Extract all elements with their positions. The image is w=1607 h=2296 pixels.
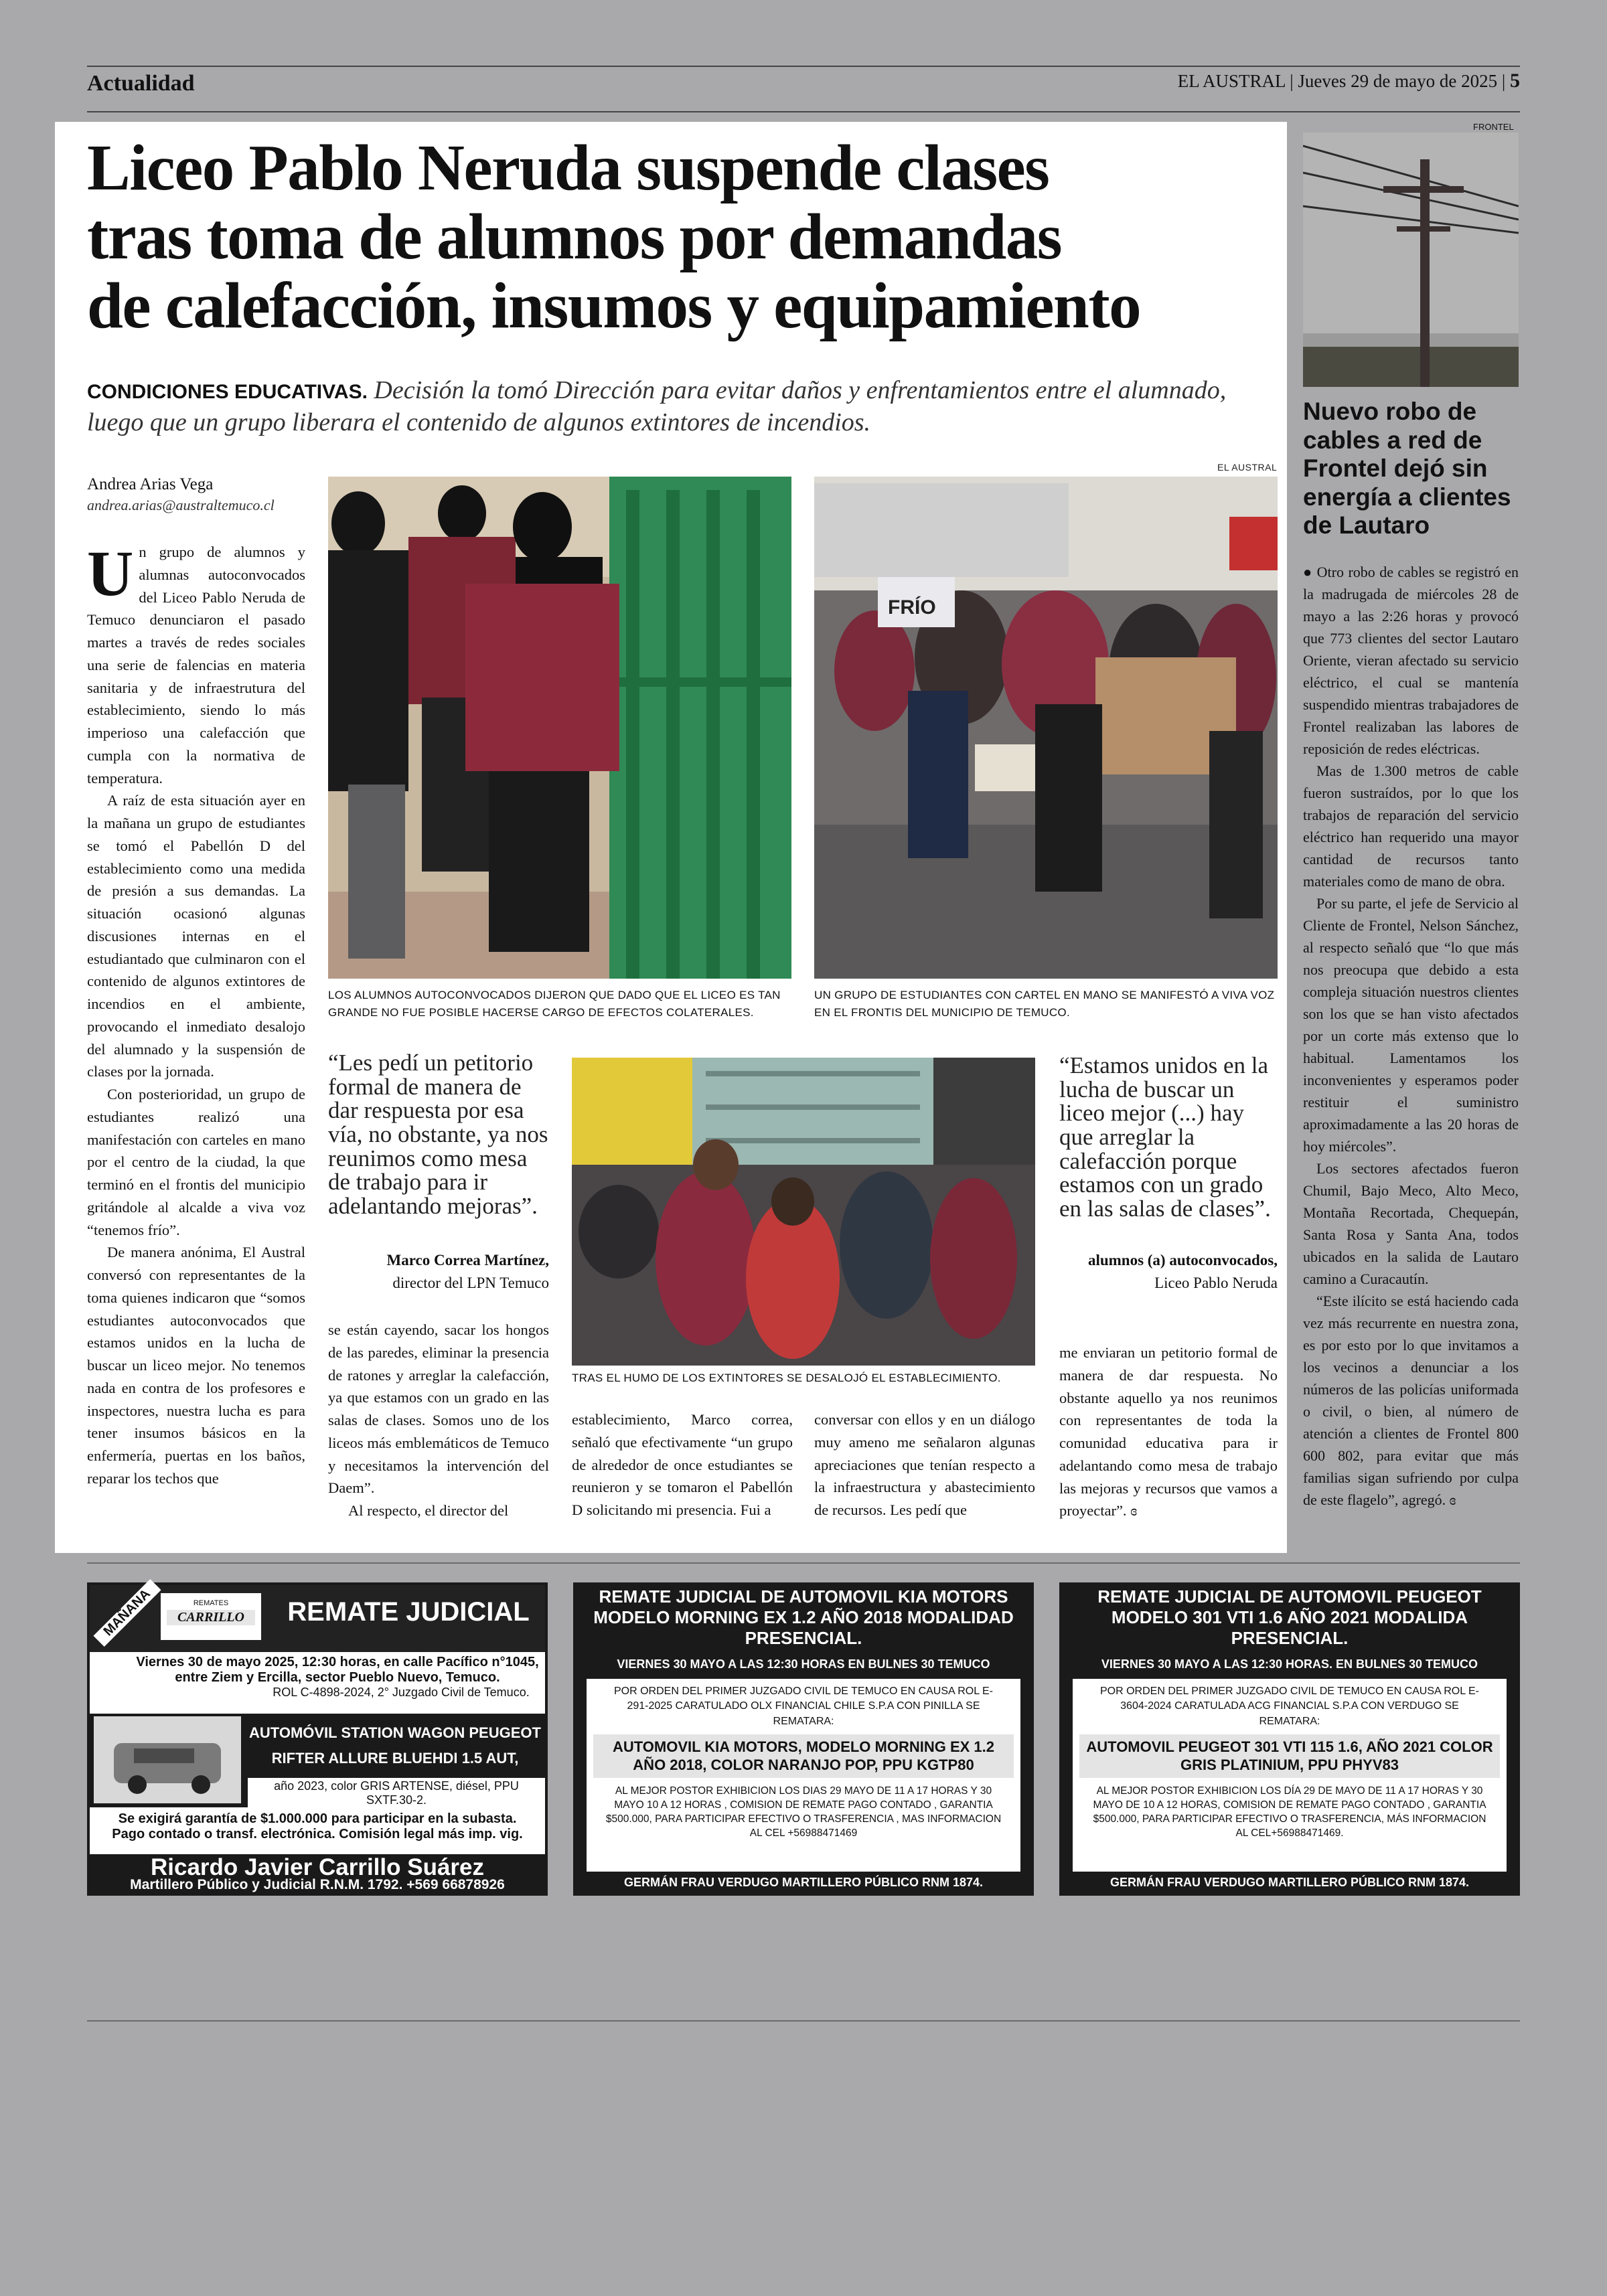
col4-paragraph-1: conversar con ellos y en un diálogo muy ameno me señalaron algunas apreciaciones que tenían respecto a la infraestructura y abastecimiento de recursos. Les pedí que [814,1411,1035,1518]
ad3-date: VIERNES 30 MAYO A LAS 12:30 HORAS. EN BULNES 30 TEMUCO [1101,1657,1478,1671]
ad1-logo [161,1593,261,1640]
header-bottom-rule [87,111,1520,112]
col5-paragraph-1: me enviaran un petitorio formal de manera de dar respuesta. No obstante aquello ya nos reunimos con representantes de toda la comunidad educativa para ir adelantando como mesa de trabajo las mejoras y recursos que vamos a proyectar”. [1059,1344,1278,1520]
ad2-title: REMATE JUDICIAL DE AUTOMOVIL KIA MOTORS MODELO MORNING EX 1.2 AÑO 2018 MODALIDAD PRESENCIAL. [593,1586,1014,1649]
pull-quote-director-name: Marco Correa Martínez, [386,1252,549,1268]
ad1-guarantee-1: Se exigirá garantía de $1.000.000 para participar en la subasta. [118,1811,517,1826]
photo-power-pole [1303,133,1519,387]
side-paragraph-3: Por su parte, el jefe de Servicio al Cliente de Frontel, Nelson Sánchez, al respecto señaló que “lo que más nos preocupa que debido a esta compleja situación nuestros clientes son los que se han visto afectados por un corte más extenso que lo habitual. Lamentamos los inconvenientes y esperamos poder restituir el suministro aproximadamente a las 20 horas de hoy miércoles”. [1303,895,1519,1155]
ad1-auctioneer-info: Martillero Público y Judicial R.N.M. 1792. +569 66878926 [130,1877,505,1892]
col2-paragraph-2: Al respecto, el director del [348,1502,509,1519]
page-number: 5 [1510,70,1520,92]
page-bottom-rule [87,2020,1520,2022]
ad1-date-block [90,1652,545,1714]
ad3-title: REMATE JUDICIAL DE AUTOMOVIL PEUGEOT MODELO 301 VTI 1.6 AÑO 2021 MODALIDA PRESENCIAL. [1097,1586,1482,1649]
article-column-5 [1059,1341,1278,1522]
ad1-line-1: Viernes 30 de mayo 2025, 12:30 horas, en calle Pacífico n°1045, [136,1655,539,1669]
col1-paragraph-1: n grupo de alumnos y alumnas autoconvocados del Liceo Pablo Neruda de Temuco denunciaron el pasado martes a través de redes sociales una serie de falencias en materia sanitaria y de infraestrutura del establecimiento, siendo lo más imperioso una calefacción que cumpla con la normativa de temperatura. [87,544,305,787]
ad3-auctioneer: GERMÁN FRAU VERDUGO MARTILLERO PÚBLICO RNM 1874. [1109,1876,1470,1889]
side-paragraph-1: ● Otro robo de cables se registró en la madrugada de miércoles 28 de mayo a las 2:26 horas y provocó que 773 clientes del sector Lautaro Oriente, vieran afectado su servicio eléctrico, el cual se mantenía suspendido mientras trabajadores de Frontel realizaban las labores de reposición de redes eléctricas. [1303,564,1519,757]
ad1-guarantee-block [90,1807,545,1854]
ad1-vehicle-2: RIFTER ALLURE BLUEHDI 1.5 AUT, [271,1750,519,1767]
ad3-details: AL MEJOR POSTOR EXHIBICION LOS DÍA 29 DE MAYO DE 11 A 17 HORAS Y 30 MAYO DE 10 A 12 HORAS, COMISION DE REMATE PAGO CONTADO , GARANTIA $500.000, PARA PARTICIPAR EFECTIVO O TRASFERENCIA, MÁS INFORMACION AL CEL+56988471469. [1093,1785,1486,1839]
side-paragraph-2: Mas de 1.300 metros de cable fueron sustraídos, por lo que los trabajos de reparación del servicio eléctrico han requerido una mayor cantidad de recursos tanto materiales como de mano de obra. [1303,762,1519,890]
article-column-3 [572,1408,793,1522]
header-separator: | [1290,71,1294,91]
article-headline [87,134,1279,340]
ad1-guarantee-2: Pago contado o transf. electrónica. Comisión legal más imp. vig. [112,1827,523,1841]
ad2-details: AL MEJOR POSTOR EXHIBICION LOS DIAS 29 MAYO DE 11 A 17 HORAS Y 30 MAYO 10 A 12 HORAS , COMISION DE REMATE PAGO CONTADO , GARANTIA $500.000, PARA PARTICIPAR EFECTIVO O TRASFERENCIA , MAS INFORMACION AL CEL +56988471469 [605,1785,1002,1839]
ad1-vehicle-3: año 2023, color GRIS ARTENSE, diésel, PPU SXTF.30-2. [248,1778,545,1809]
side-paragraph-5: “Este ilícito se está haciendo cada vez más recurrente en nuestra zona, es por esto por lo que invitamos a los vecinos a denunciar a los números de las policías uniformada o civil, o bien, al número de atención a clientes de Frontel 800 600 802, para evitar que más familias sigan sufriendo por culpa de este flagelo”, agregó. [1303,1293,1519,1508]
side-photo-credit: FRONTEL [1473,122,1514,132]
ad2-order: POR ORDEN DEL PRIMER JUZGADO CIVIL DE TEMUCO EN CAUSA ROL E- 291-2025 CARATULADO OLX FINANCIAL CHILE S.P.A CON PINILLA SE REMATARA: [613,1686,993,1727]
dropcap: U [87,538,134,609]
side-end-mark: ɞ [1449,1491,1456,1508]
article-column-4 [814,1408,1035,1522]
header-separator-2: | [1501,71,1506,91]
ad1-auctioneer: Ricardo Javier Carrillo Suárez [151,1854,484,1880]
ad2-body [587,1679,1020,1872]
ad1-title: REMATE JUDICIAL [287,1597,530,1627]
pull-quote-students-name: alumnos (a) autoconvocados, [1087,1252,1278,1268]
photo-credit: EL AUSTRAL [1217,462,1278,473]
col1-paragraph-4: De manera anónima, El Austral conversó con representantes de la toma quienes indicaron que “somos estudiantes autoconvocados que estamos unidos en la lucha de buscar un liceo mejor. No tenemos nada en contra de los profesores e inspectores, nuestra lucha es para tener insumos básicos en la enfermería, puertas en los baños, reparar los techos que [87,1244,305,1487]
protest-sign-text: FRÍO [888,596,936,619]
ad1-line-2: entre Ziem y Ercilla, sector Pueblo Nuevo, Temuco. [175,1670,500,1685]
photo-evacuated-students [572,1058,1035,1366]
caption-photo-1: LOS ALUMNOS AUTOCONVOCADOS DIJERON QUE DADO QUE EL LICEO ES TAN GRANDE NO FUE POSIBLE HACERSE CARGO DE EFECTOS COLATERALES. [328,989,781,1019]
ad-remate-kia [573,1582,1034,1896]
ad3-body [1073,1679,1507,1872]
publication-name: EL AUSTRAL [1177,71,1286,91]
lead-text: Decisión la tomó Dirección para evitar daños y enfrentamientos entre el alumnado, luego que un grupo liberara el contenido de algunos extintores de incendios. [87,376,1227,436]
author-name: Andrea Arias Vega [87,475,214,493]
photo-masked-students [328,477,791,979]
ad3-order: POR ORDEN DEL PRIMER JUZGADO CIVIL DE TEMUCO EN CAUSA ROL E-3604-2024 CARATULADA ACG FINANCIAL S.P.A CON VERDUGO SE REMATARA: [1099,1686,1479,1727]
pull-quote-director: “Les pedí un petitorio formal de manera de dar respuesta por esa vía, no obstante, ya nos reunimos como mesa de trabajo para ir adelantando mejoras”. [328,1050,548,1220]
caption-photo-3: TRAS EL HUMO DE LOS EXTINTORES SE DESALOJÓ EL ESTABLECIMIENTO. [572,1372,1001,1384]
col2-paragraph-1: se están cayendo, sacar los hongos de las paredes, eliminar la presencia de ratones y arreglar la calefacción, ya que estamos con un grado en las salas de clases. Somos uno de los liceos más emblemáticos de Temuco y necesitamos la intervención del Daem”. [328,1321,549,1497]
headline-line-1: Liceo Pablo Neruda suspende clases [87,132,1049,203]
ad1-vehicle-photo [94,1716,241,1803]
ad2-date: VIERNES 30 MAYO A LAS 12:30 HORAS EN BULNES 30 TEMUCO [617,1657,990,1671]
header-top-rule [87,66,1520,67]
ad1-line-3: ROL C-4898-2024, 2° Juzgado Civil de Temuco. [273,1686,530,1699]
header-publication-info [1178,70,1520,92]
pull-quote-students-role: Liceo Pablo Neruda [1154,1275,1278,1291]
article-end-mark: ɞ [1130,1502,1138,1520]
ad1-ribbon: MAÑANA [93,1579,161,1647]
ad1-vehicle-1: AUTOMÓVIL STATION WAGON PEUGEOT [249,1724,541,1741]
col1-paragraph-3: Con posterioridad, un grupo de estudiantes realizó una manifestación con carteles en mano por el centro de la ciudad, la que terminó en el frontis del municipio gritándole al alcalde a viva voz “tenemos frío”. [87,1086,305,1238]
headline-line-2: tras toma de alumnos por demandas [87,200,1062,272]
side-article-title: Nuevo robo de cables a red de Frontel dejó sin energía a clientes de Lautaro [1303,398,1511,540]
headline-line-3: de calefacción, insumos y equipamiento [87,269,1141,341]
photo-protest-municipality [814,477,1278,979]
ad3-item: AUTOMOVIL PEUGEOT 301 VTI 115 1.6, AÑO 2021 COLOR GRIS PLATINIUM, PPU PHYV83 [1079,1734,1500,1778]
side-paragraph-4: Los sectores afectados fueron Chumil, Bajo Meco, Alto Meco, Montaña Recortada, Chequepán, Santa Rosa y Santa Ana, todos ubicados en la salida de Lautaro camino a Curacautín. [1303,1160,1519,1287]
ad1-logo-name: CARRILLO [167,1610,255,1625]
col1-paragraph-2: A raíz de esta situación ayer en la mañana un grupo de estudiantes se tomó el Pabellón D del establecimiento como una medida de presión a sus demandas. La situación ocasionó algunas discusiones internas en el estudiantado que culminaron con el contenido de algunos extintores de incendios en el ambiente, provocando el inmediato desalojo del alumnado y la suspensión de clases por la jornada. [87,792,305,1080]
ad-remate-carrillo [87,1582,548,1896]
article-column-2 [328,1319,549,1522]
lead-kicker: CONDICIONES EDUCATIVAS. [87,381,368,403]
pull-quote-director-role: director del LPN Temuco [392,1275,549,1291]
article-column-1 [87,538,305,1490]
ads-top-rule [87,1562,1520,1564]
pull-quote-students: “Estamos unidos en la lucha de buscar un liceo mejor (...) hay que arreglar la calefacción porque estamos con un grado en las salas de clases”. [1059,1052,1271,1222]
ad-remate-peugeot [1059,1582,1520,1896]
col3-paragraph-1: establecimiento, Marco correa, señaló que efectivamente “un grupo de alrededor de once estudiantes se reunieron y se tomaron el Pabellón D solicitando mi presencia. Fui a [572,1411,793,1518]
author-email: andrea.arias@australtemuco.cl [87,497,275,513]
side-article-body [1303,561,1519,1511]
ad1-logo-top: REMATES [193,1599,229,1607]
article-lead [87,375,1279,438]
ad2-auctioneer: GERMÁN FRAU VERDUGO MARTILLERO PÚBLICO RNM 1874. [623,1876,984,1889]
section-label: Actualidad [87,71,195,96]
ad2-item: AUTOMOVIL KIA MOTORS, MODELO MORNING EX 1.2 AÑO 2018, COLOR NARANJO POP, PPU KGTP80 [593,1734,1014,1778]
caption-photo-2: UN GRUPO DE ESTUDIANTES CON CARTEL EN MANO SE MANIFESTÓ A VIVA VOZ EN EL FRONTIS DEL MUNICIPIO DE TEMUCO. [814,989,1275,1019]
publication-date: Jueves 29 de mayo de 2025 [1298,71,1498,91]
